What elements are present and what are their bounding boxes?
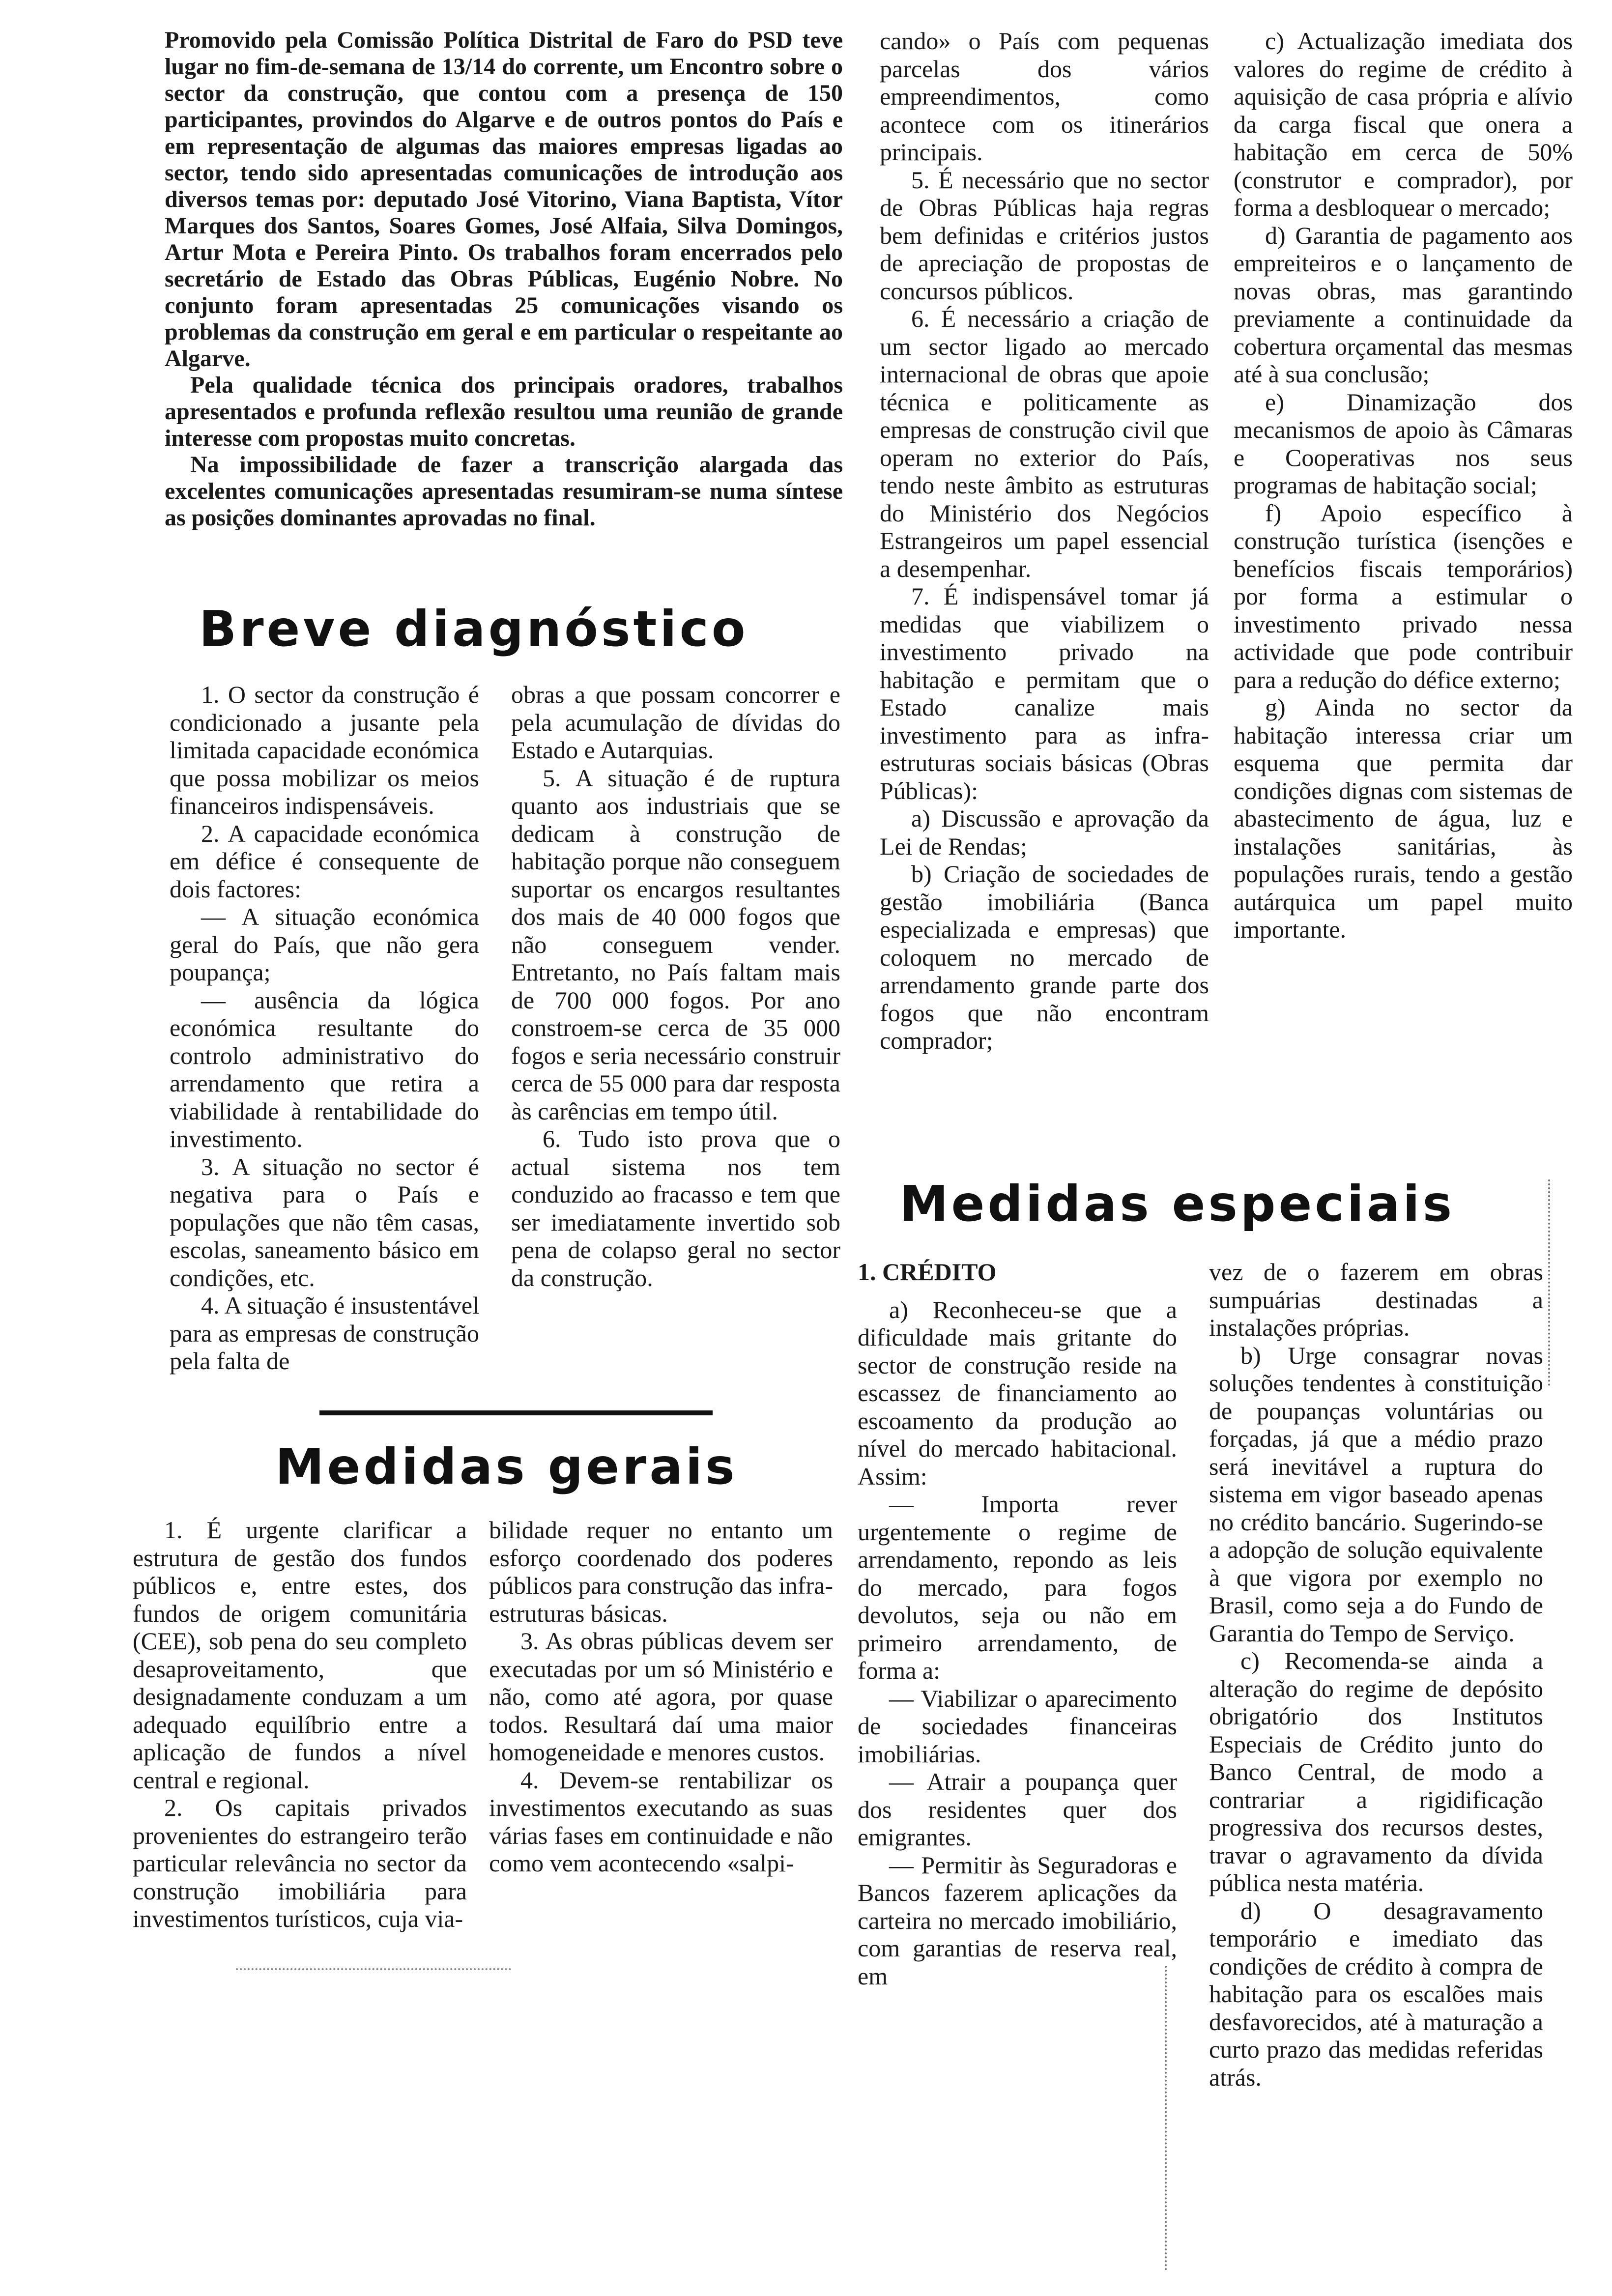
list-item: d) Garantia de pagamento aos empreiteiros e o lançamento de novas obras, mas garantindo previamente a continuidade da cobertura orçamental das mesmas até à sua conclusão; bbox=[1234, 221, 1573, 388]
cut-mark bbox=[1165, 1966, 1167, 2270]
paragraph: 1. É urgente clarificar a estrutura de gestão dos fundos públicos e, entre estes, dos fundos de origem comunitária (CEE), sob pena do seu completo desaproveitamento, que designadamente conduzam a um adequado equilíbrio entre a aplicação de fundos a nível central e regional. bbox=[133, 1516, 467, 1794]
dash-item: — ausência da lógica económica resultante do controlo administrativo do arrendamento que retira a viabilidade à rentabilidade do investimento. bbox=[170, 986, 479, 1152]
dash-item: — A situação económica geral do País, que não gera poupança; bbox=[170, 903, 479, 986]
paragraph: cando» o País com pequenas parcelas dos vários empreendimentos, como acontece com os itinerários principais. bbox=[880, 27, 1209, 166]
section-rule bbox=[319, 1410, 713, 1415]
list-item: d) O desagravamento temporário e imediato das condições de crédito à compra de habitação para os escalões mais desfavorecidos, até à maturação a curto prazo das medidas referidas atrás. bbox=[1209, 1896, 1543, 2091]
gerais-col-1 bbox=[133, 1516, 467, 1933]
list-item: b) Urge consagrar novas soluções tendentes à constituição de poupanças voluntárias ou forçadas, já que a médio prazo será inevitável a ruptura do sistema em vigor baseado apenas no crédito bancário. Sugerindo-se a adopção de solução equivalente à que vigora por exemplo no Brasil, como seja a do Fundo de Garantia do Tempo de Serviço. bbox=[1209, 1341, 1543, 1647]
list-item: f) Apoio específico à construção turística (isenções e benefícios fiscais temporários) por forma a estimular o investimento privado nessa actividade que pode contribuir para a redução do défice externo; bbox=[1234, 499, 1573, 693]
paragraph: 2. A capacidade económica em défice é consequente de dois factores: bbox=[170, 819, 479, 903]
gerais-col-2 bbox=[489, 1516, 833, 1877]
especiais-col-2 bbox=[1209, 1258, 1543, 2091]
paragraph: 5. É necessário que no sector de Obras Públicas haja regras bem definidas e critérios justos de apreciação de propostas de concursos públicos. bbox=[880, 166, 1209, 305]
intro-block bbox=[165, 27, 843, 531]
paragraph: 4. A situação é insustentável para as empresas de construção pela falta de bbox=[170, 1292, 479, 1375]
cut-mark bbox=[1548, 1179, 1550, 1386]
intro-paragraph: Na impossibilidade de fazer a transcrição alargada das excelentes comunicações apresentadas resumiram-se numa síntese as posições dominantes aprovadas no final. bbox=[165, 452, 843, 531]
list-item: g) Ainda no sector da habitação interessa criar um esquema que permita dar condições dignas com sistemas de abastecimento de água, luz e instalações sanitárias, às populações rurais, tendo a gestão autárquica um papel muito importante. bbox=[1234, 693, 1573, 943]
intro-paragraph: Promovido pela Comissão Política Distrital de Faro do PSD teve lugar no fim-de-semana de 13/14 do corrente, um Encontro sobre o sector da construção, que contou com a presença de 150 participantes, provindos do Algarve e de outros pontos do País e em representação de algumas das maiores empresas ligadas ao sector, tendo sido apresentadas comunicações de introdução aos diversos temas por: deputado José Vitorino, Viana Baptista, Vítor Marques dos Santos, Soares Gomes, José Alfaia, Silva Domingos, Artur Mota e Pereira Pinto. Os trabalhos foram encerrados pelo secretário de Estado das Obras Públicas, Eugénio Nobre. No conjunto foram apresentadas 25 comunicações visando os problemas da construção em geral e em particular o respeitante ao Algarve. bbox=[165, 27, 843, 372]
list-item: c) Actualização imediata dos valores do regime de crédito à aquisição de casa própria e alívio da carga fiscal que onera a habitação em cerca de 50% (construtor e comprador), por forma a desbloquear o mercado; bbox=[1234, 27, 1573, 221]
paragraph: 2. Os capitais privados provenientes do estrangeiro terão particular relevância no sector da construção imobiliária para investimentos turísticos, cuja via- bbox=[133, 1794, 467, 1932]
list-item: a) Discussão e aprovação da Lei de Rendas; bbox=[880, 804, 1209, 860]
paragraph: 4. Devem-se rentabilizar os investimentos executando as suas várias fases em continuidade e não como vem acontecendo «salpi- bbox=[489, 1766, 833, 1877]
paragraph: 3. A situação no sector é negativa para o País e populações que não têm casas, escolas, saneamento básico em condições, etc. bbox=[170, 1152, 479, 1292]
paragraph: 7. É indispensável tomar já medidas que viabilizem o investimento privado na habitação e permitam que o Estado canalize mais investimento para as infra-estruturas sociais básicas (Obras Públicas): bbox=[880, 582, 1209, 804]
list-item: e) Dinamização dos mecanismos de apoio às Câmaras e Cooperativas nos seus programas de habitação social; bbox=[1234, 388, 1573, 499]
paragraph: 1. O sector da construção é condicionado a jusante pela limitada capacidade económica que possa mobilizar os meios financeiros indispensáveis. bbox=[170, 681, 479, 819]
dotted-trail bbox=[236, 1968, 511, 1970]
paragraph: 5. A situação é de ruptura quanto aos industriais que se dedicam à construção de habitação porque não conseguem suportar os encargos resultantes dos mais de 40 000 fogos que não conseguem vender. Entretanto, no País faltam mais de 700 000 fogos. Por ano constroem-se cerca de 35 000 fogos e seria necessário construir cerca de 55 000 para dar resposta às carências em tempo útil. bbox=[511, 764, 840, 1125]
dash-item: — Permitir às Seguradoras e Bancos fazerem aplicações da carteira no mercado imobiliário, com garantias de reserva real, em bbox=[858, 1851, 1177, 1990]
especiais-col-1 bbox=[858, 1258, 1177, 1990]
column-3 bbox=[880, 27, 1209, 1055]
dash-item: — Viabilizar o aparecimento de sociedades financeiras imobiliárias. bbox=[858, 1684, 1177, 1768]
paragraph: a) Reconheceu-se que a dificuldade mais gritante do sector de construção reside na escassez de financiamento ao escoamento da produção ao nível do mercado habitacional. Assim: bbox=[858, 1295, 1177, 1490]
list-item: b) Criação de sociedades de gestão imobiliária (Banca especializada e empresas) que coloquem no mercado de arrendamento grande parte dos fogos que não encontram comprador; bbox=[880, 860, 1209, 1054]
paragraph: bilidade requer no entanto um esforço coordenado dos poderes públicos para construção das infra-estruturas básicas. bbox=[489, 1516, 833, 1627]
paragraph: 3. As obras públicas devem ser executadas por um só Ministério e não, como até agora, por quase todos. Resultará daí uma maior homogeneidade e menores custos. bbox=[489, 1627, 833, 1766]
paragraph: obras a que possam concorrer e pela acumulação de dívidas do Estado e Autarquias. bbox=[511, 681, 840, 764]
dash-item: — Atrair a poupança quer dos residentes quer dos emigrantes. bbox=[858, 1768, 1177, 1851]
paragraph: 6. É necessário a criação de um sector ligado ao mercado internacional de obras que apoie técnica e politicamente as empresas de construção civil que operam no exterior do País, tendo neste âmbito as estruturas do Ministério dos Negócios Estrangeiros um papel essencial a desempenhar. bbox=[880, 305, 1209, 582]
paragraph: 6. Tudo isto prova que o actual sistema nos tem conduzido ao fracasso e tem que ser imediatamente invertido sob pena de colapso geral no sector da construção. bbox=[511, 1125, 840, 1292]
dash-item: — Importa rever urgentemente o regime de arrendamento, repondo as leis do mercado, para fogos devolutos, seja ou não em primeiro arrendamento, de forma a: bbox=[858, 1490, 1177, 1684]
section-label: 1. CRÉDITO bbox=[858, 1258, 997, 1286]
intro-paragraph: Pela qualidade técnica dos principais oradores, trabalhos apresentados e profunda reflexão resultou uma reunião de grande interesse com propostas muito concretas. bbox=[165, 372, 843, 451]
paragraph: vez de o fazerem em obras sumpuárias destinadas a instalações próprias. bbox=[1209, 1258, 1543, 1341]
breve-diagnostico-heading: Breve diagnóstico bbox=[199, 600, 748, 658]
breve-col-1 bbox=[170, 681, 479, 1375]
column-4 bbox=[1234, 27, 1573, 944]
list-item: c) Recomenda-se ainda a alteração do regime de depósito obrigatório dos Institutos Especiais de Crédito junto do Banco Central, de modo a contrariar a rigidificação progressiva dos recursos destes, travar o agravamento da dívida pública nesta matéria. bbox=[1209, 1647, 1543, 1896]
breve-col-2 bbox=[511, 681, 840, 1292]
medidas-gerais-heading: Medidas gerais bbox=[275, 1438, 738, 1495]
medidas-especiais-heading: Medidas especiais bbox=[899, 1175, 1455, 1233]
